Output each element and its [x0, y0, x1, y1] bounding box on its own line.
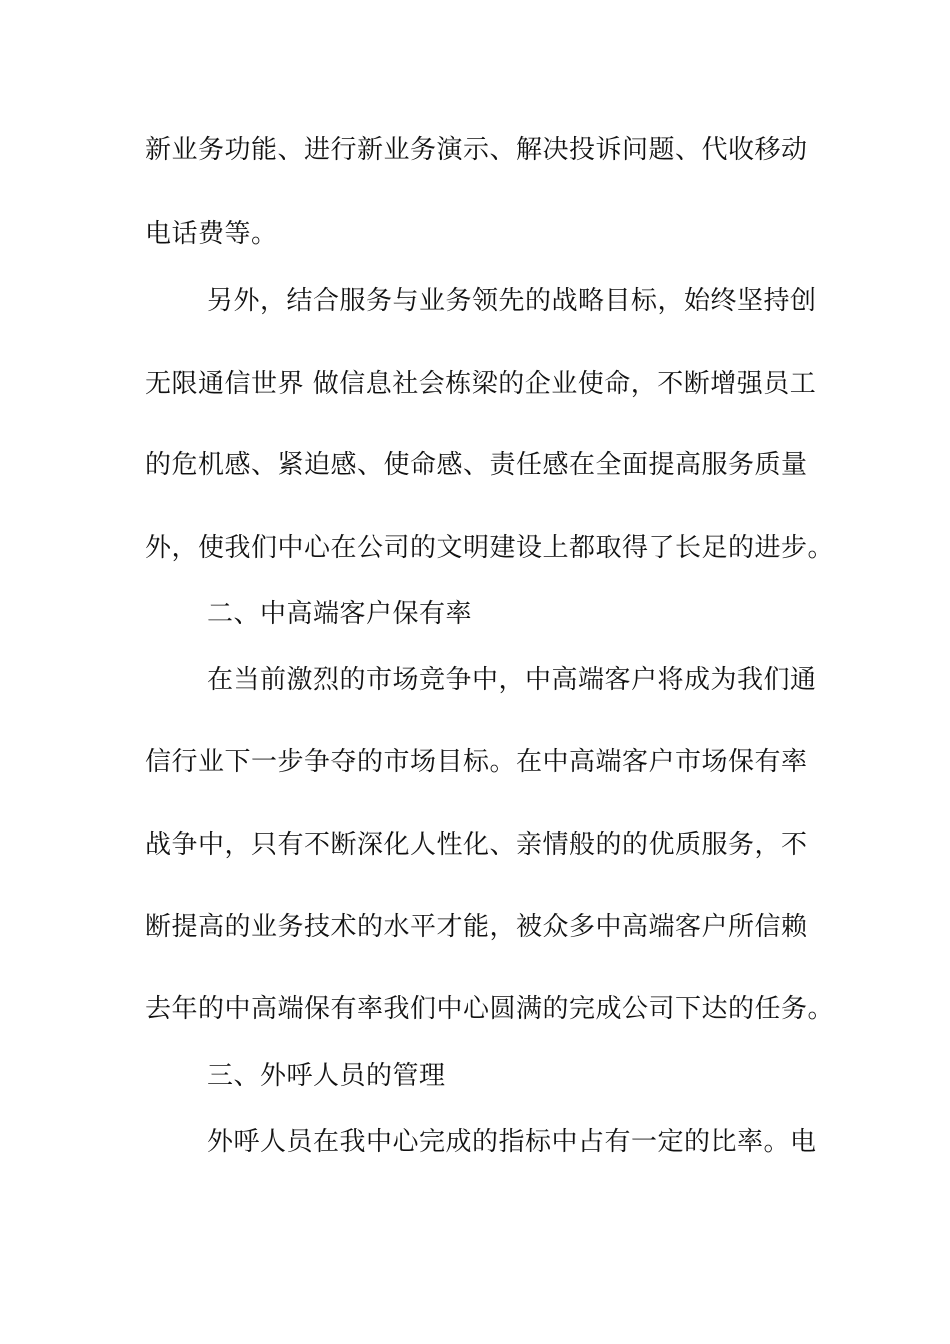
- text-line: 电话费等。: [145, 219, 278, 249]
- text-line: 无限通信世界 做信息社会栋梁的企业使命，不断增强员工: [145, 369, 817, 399]
- section-heading: 三、外呼人员的管理: [207, 1061, 446, 1091]
- text-line: 外呼人员在我中心完成的指标中占有一定的比率。电: [207, 1127, 817, 1157]
- text-line: 战争中，只有不断深化人性化、亲情般的的优质服务，不: [145, 830, 808, 860]
- text-line: 去年的中高端保有率我们中心圆满的完成公司下达的任务。: [145, 994, 835, 1024]
- text-line: 的危机感、紧迫感、使命感、责任感在全面提高服务质量: [145, 450, 808, 480]
- text-line: 断提高的业务技术的水平才能，被众多中高端客户所信赖: [145, 912, 808, 942]
- section-heading: 二、中高端客户保有率: [207, 599, 473, 629]
- text-line: 在当前激烈的市场竞争中，中高端客户将成为我们通: [207, 665, 817, 695]
- text-line: 新业务功能、进行新业务演示、解决投诉问题、代收移动: [145, 135, 808, 165]
- text-line: 外，使我们中心在公司的文明建设上都取得了长足的进步。: [145, 533, 835, 563]
- text-line: 另外，结合服务与业务领先的战略目标，始终坚持创: [207, 286, 817, 316]
- text-line: 信行业下一步争夺的市场目标。在中高端客户市场保有率: [145, 747, 808, 777]
